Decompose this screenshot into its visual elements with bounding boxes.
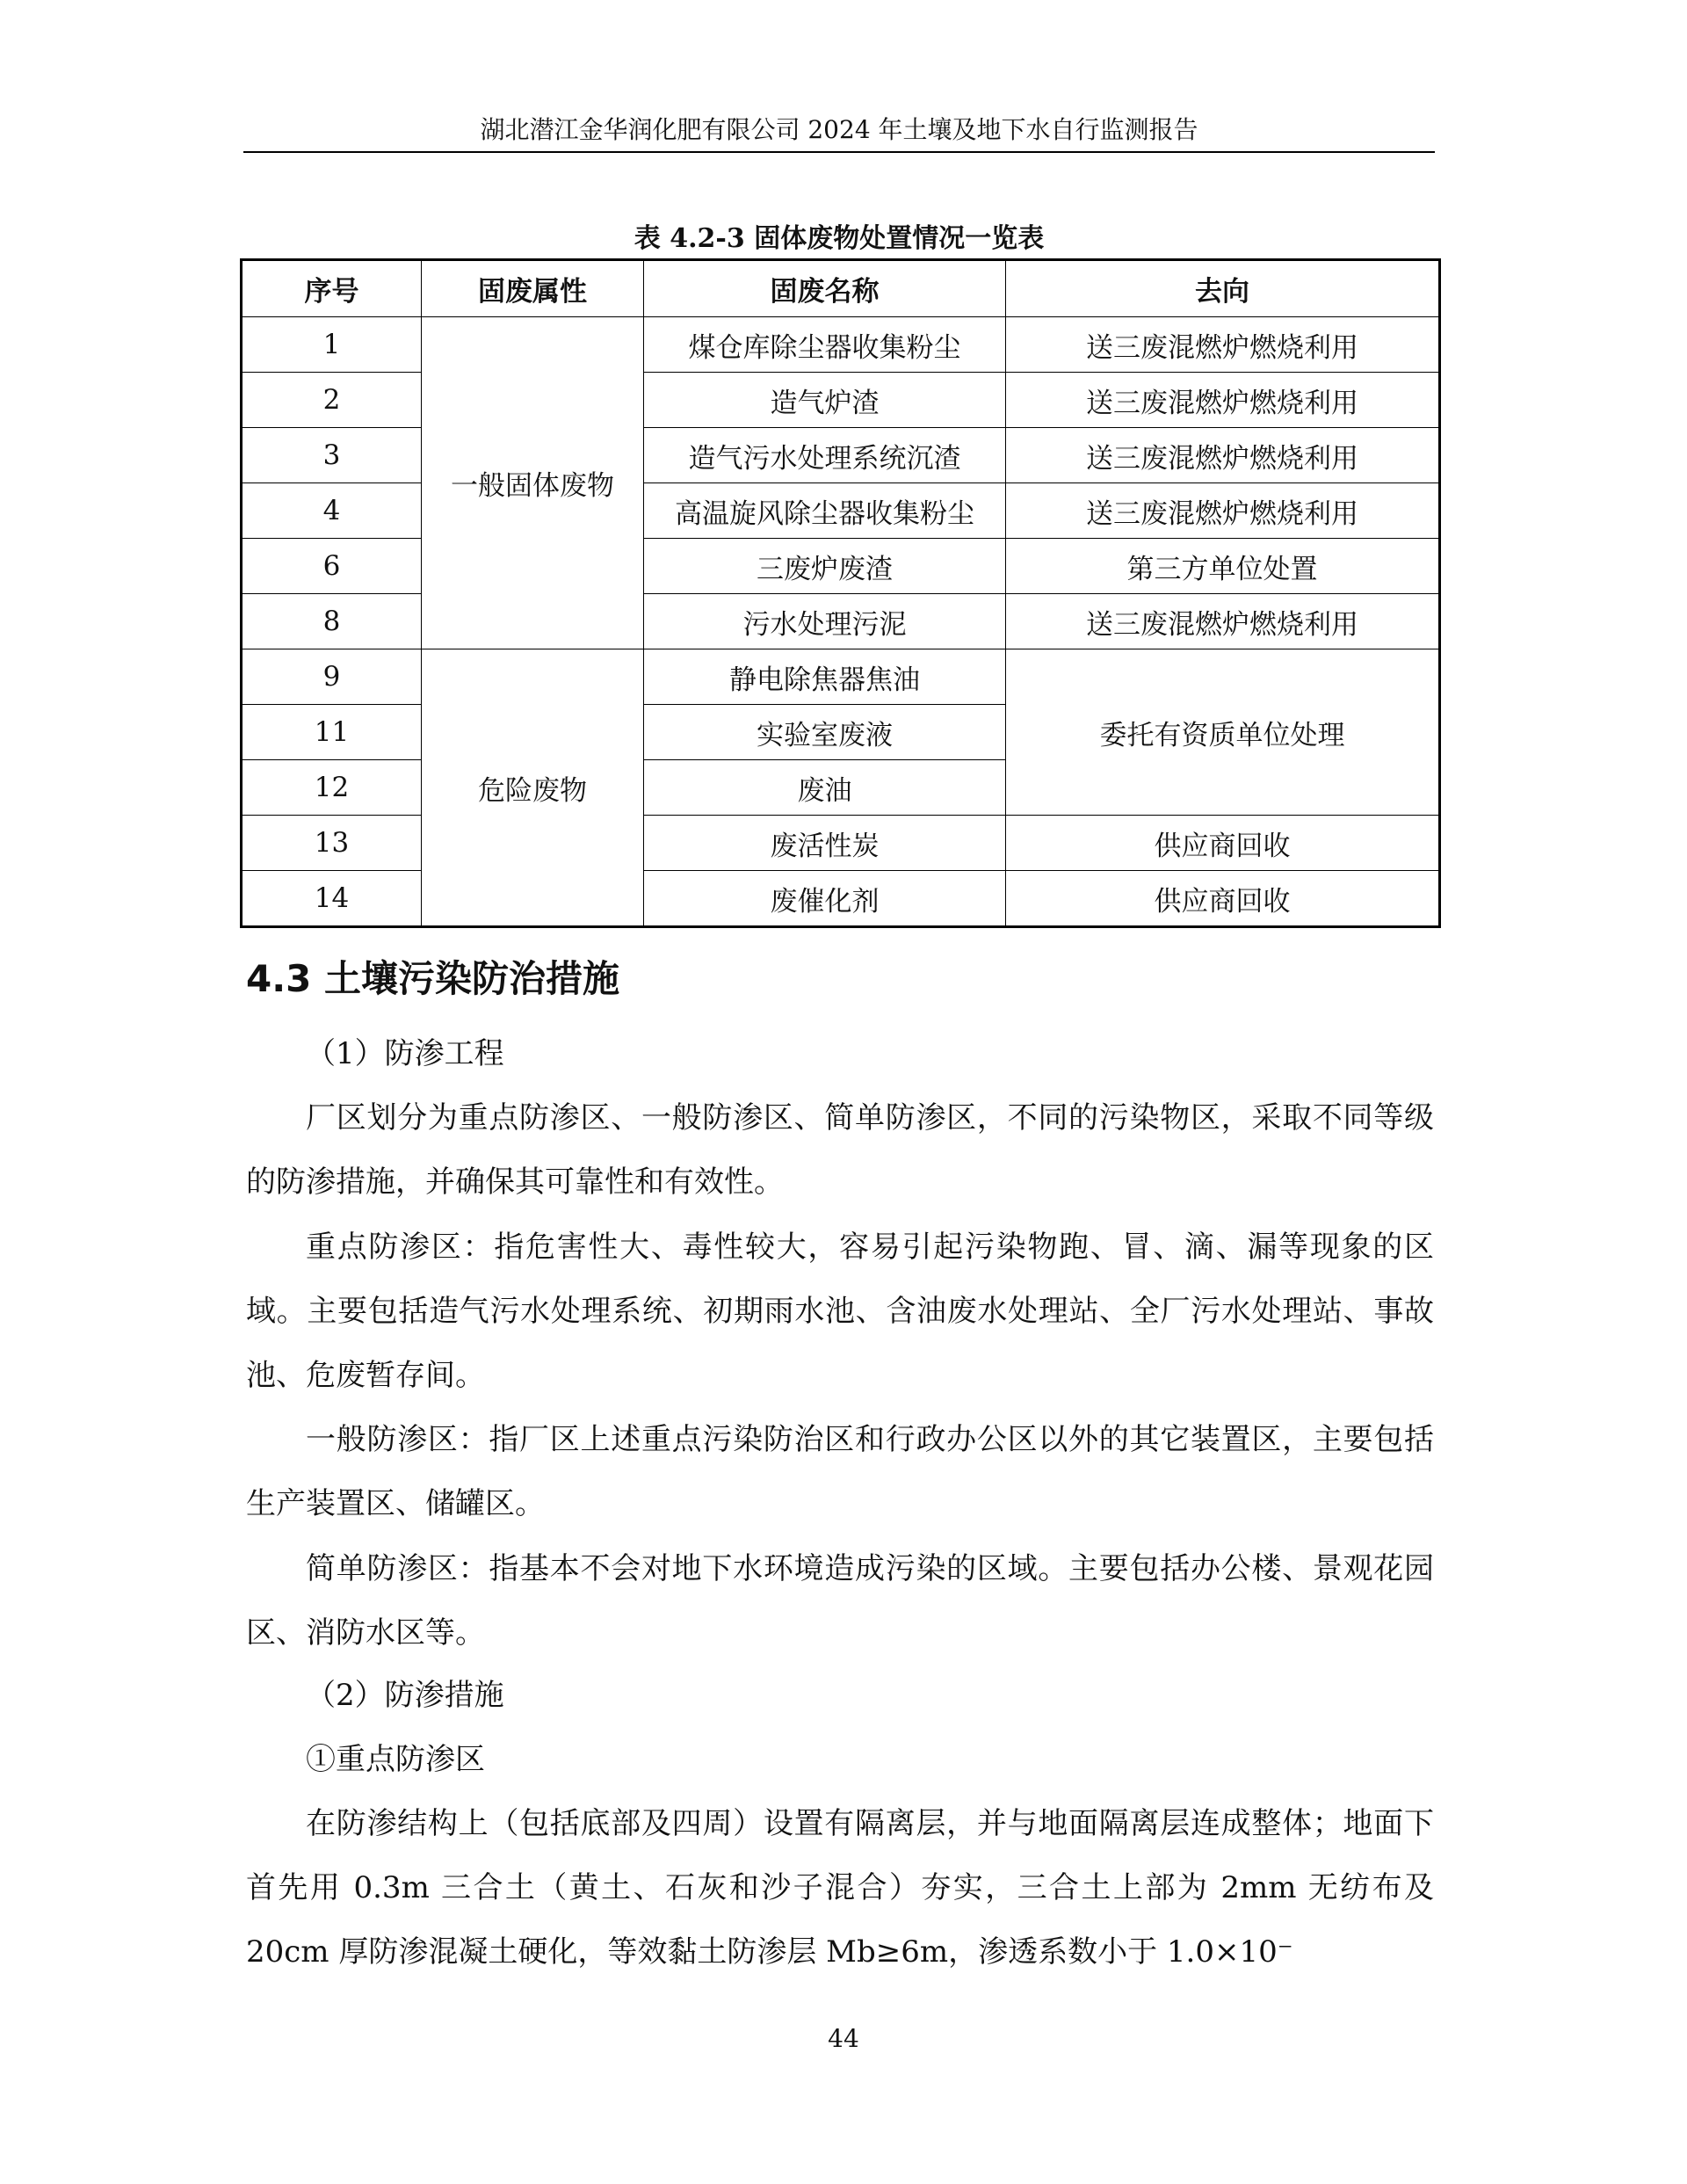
waste-name: 废活性炭	[644, 816, 1006, 871]
row-no: 1	[242, 317, 422, 373]
table-row	[242, 317, 1440, 373]
page-header: 湖北潜江金华润化肥有限公司 2024 年土壤及地下水自行监测报告	[480, 115, 1198, 144]
column-header-category: 固废属性	[422, 260, 644, 317]
table-row	[242, 649, 1440, 705]
paragraph-key-zone: 重点防渗区：指危害性大、毒性较大，容易引起污染物跑、冒、滴、漏等现象的区域。主要包括造气污水处理系统、初期雨水池、含油废水处理站、全厂污水处理站、事故池、危废暂存间。	[246, 1230, 1434, 1393]
section-heading: 4.3 土壤污染防治措施	[246, 957, 620, 1000]
row-no: 8	[242, 594, 422, 649]
category-cell-general: 一般固体废物	[422, 317, 644, 649]
waste-name: 污水处理污泥	[644, 594, 1006, 649]
row-no: 12	[242, 760, 422, 816]
waste-name: 废催化剂	[644, 871, 1006, 927]
table-header-row	[242, 260, 1440, 317]
column-header-name: 固废名称	[644, 260, 1006, 317]
table-caption: 表 4.2-3 固体废物处置情况一览表	[634, 223, 1045, 254]
table-row	[242, 871, 1440, 927]
waste-name: 废油	[644, 760, 1006, 816]
paragraph-key-zone-structure: 在防渗结构上（包括底部及四周）设置有隔离层，并与地面隔离层连成整体；地面下首先用 0.3m 三合土（黄土、石灰和沙子混合）夯实，三合土上部为 2mm 无纺布及 20cm 厚防渗混凝土硬化，等效黏土防渗层 Mb≥6m，渗透系数小于 1.0×10⁻	[246, 1806, 1434, 1970]
waste-name: 静电除焦器焦油	[644, 649, 1006, 705]
waste-name: 实验室废液	[644, 705, 1006, 760]
row-no: 14	[242, 871, 422, 927]
waste-name: 煤仓库除尘器收集粉尘	[644, 317, 1006, 373]
waste-name: 高温旋风除尘器收集粉尘	[644, 483, 1006, 539]
merged-destination-cell: 委托有资质单位处理	[1006, 649, 1440, 816]
paragraph-general-zone: 一般防渗区：指厂区上述重点污染防治区和行政办公区以外的其它装置区，主要包括生产装置区、储罐区。	[246, 1422, 1434, 1521]
subheading-seepage-measures: （2）防渗措施	[306, 1678, 504, 1713]
table-row	[242, 428, 1440, 483]
waste-name: 三废炉废渣	[644, 539, 1006, 594]
subheading-key-zone: ①重点防渗区	[306, 1742, 485, 1777]
row-no: 6	[242, 539, 422, 594]
waste-name: 造气污水处理系统沉渣	[644, 428, 1006, 483]
row-no: 11	[242, 705, 422, 760]
waste-name: 造气炉渣	[644, 373, 1006, 428]
table-row	[242, 483, 1440, 539]
table-row	[242, 539, 1440, 594]
waste-destination: 送三废混燃炉燃烧利用	[1006, 594, 1440, 649]
waste-destination: 送三废混燃炉燃烧利用	[1006, 373, 1440, 428]
row-no: 13	[242, 816, 422, 871]
paragraph-simple-zone: 简单防渗区：指基本不会对地下水环境造成污染的区域。主要包括办公楼、景观花园区、消防水区等。	[246, 1551, 1434, 1651]
waste-destination: 送三废混燃炉燃烧利用	[1006, 317, 1440, 373]
solid-waste-table	[240, 258, 1441, 928]
header-rule	[243, 151, 1435, 153]
column-header-destination: 去向	[1006, 260, 1440, 317]
row-no: 2	[242, 373, 422, 428]
category-cell-hazardous: 危险废物	[422, 649, 644, 927]
waste-destination: 第三方单位处置	[1006, 539, 1440, 594]
table-row	[242, 594, 1440, 649]
paragraph-zoning: 厂区划分为重点防渗区、一般防渗区、简单防渗区，不同的污染物区，采取不同等级的防渗措施，并确保其可靠性和有效性。	[246, 1100, 1434, 1200]
subheading-seepage-engineering: （1）防渗工程	[306, 1036, 504, 1071]
waste-destination: 供应商回收	[1006, 871, 1440, 927]
row-no: 9	[242, 649, 422, 705]
table-row	[242, 373, 1440, 428]
row-no: 3	[242, 428, 422, 483]
waste-destination: 供应商回收	[1006, 816, 1440, 871]
row-no: 4	[242, 483, 422, 539]
waste-destination: 送三废混燃炉燃烧利用	[1006, 483, 1440, 539]
table-row	[242, 816, 1440, 871]
column-header-no: 序号	[242, 260, 422, 317]
waste-destination: 送三废混燃炉燃烧利用	[1006, 428, 1440, 483]
page-number: 44	[828, 2024, 859, 2053]
